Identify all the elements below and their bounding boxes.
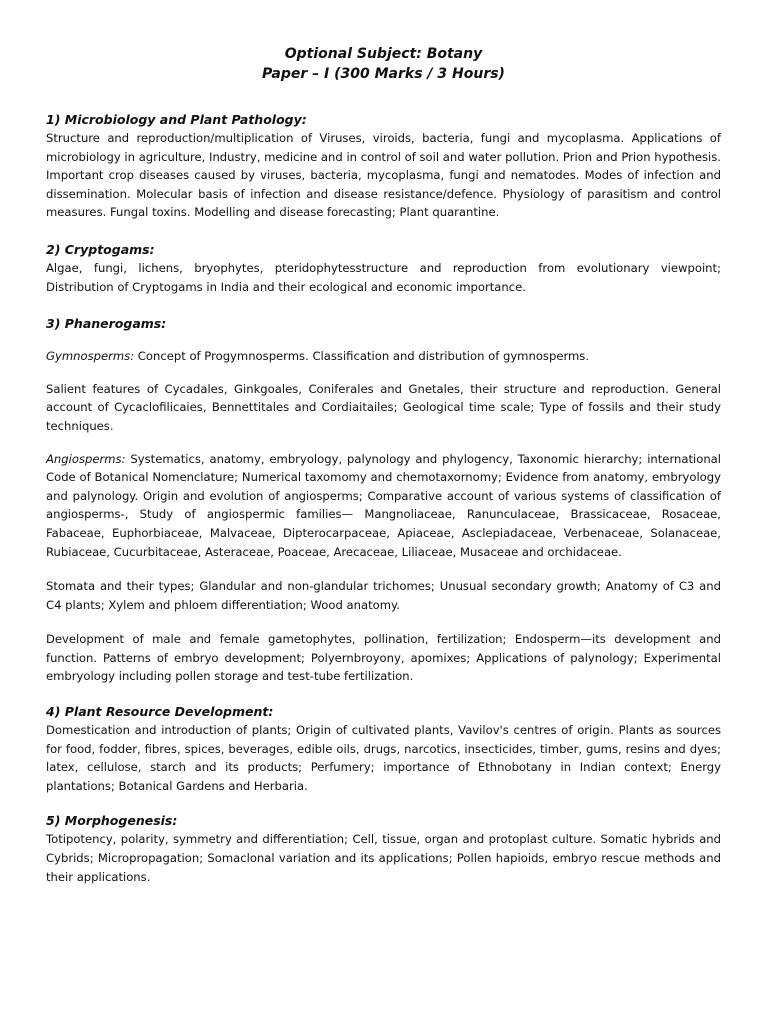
angiosperms-label: Angiosperms: [46, 451, 126, 466]
document-page [46, 44, 721, 886]
development-paragraph: Development of male and female gametophytes, pollination, fertilization; Endosperm—its development and function. Patterns of embryo development; Polyernbroyony, apomixes; Applications of palynology; Experimental embryology including pollen storage and test-tube fertilization. [46, 632, 721, 684]
section-text: Structure and reproduction/multiplication of Viruses, viroids, bacteria, fungi and mycoplasma. Applications of microbiology in agriculture, Industry, medicine and in control of soil and water pollution. Prion and Prion hypothesis. Important crop diseases caused by viruses, bacteria, mycoplasma, fungi and nematodes. Modes of infection and dissemination. Molecular basis of infection and disease resistance/defence. Physiology of parasitism and control measures. Fungal toxins. Modelling and disease forecasting; Plant quarantine. [46, 131, 721, 220]
document-title [46, 44, 721, 84]
section-plant-resource [46, 702, 721, 795]
section-heading: 4) Plant Resource Development: [46, 704, 274, 720]
section-phanerogams [46, 314, 721, 686]
section-cryptogams [46, 240, 721, 296]
section-morphogenesis [46, 811, 721, 886]
gymnosperms-text: Concept of Progymnosperms. Classification and distribution of gymnosperms. [134, 349, 590, 364]
section-text: Totipotency, polarity, symmetry and differentiation; Cell, tissue, organ and protoplast culture. Somatic hybrids and Cybrids; Micropropagation; Somaclonal variation and its applications; Pollen hapioids, embryo rescue methods and their applications. [46, 832, 721, 884]
section-text: Algae, fungi, lichens, bryophytes, pteridophytesstructure and reproduction from evolutionary viewpoint; Distribution of Cryptogams in India and their ecological and economic importance. [46, 260, 721, 294]
section-microbiology [46, 110, 721, 222]
section-heading: 2) Cryptogams: [46, 241, 155, 257]
salient-features-paragraph: Salient features of Cycadales, Ginkgoales, Coniferales and Gnetales, their structure and reproduction. General account of Cycaclofilicaies, Bennettitales and Cordiaitailes; Geological time scale; Type of fossils and their study techniques. [46, 381, 721, 433]
section-text: Domestication and introduction of plants; Origin of cultivated plants, Vavilov's centres of origin. Plants as sources for food, fodder, fibres, spices, beverages, edible oils, drugs, narcotics, insecticides, timber, gums, resins and dyes; latex, cellulose, starch and its products; Perfumery; importance of Ethnobotany in Indian context; Energy plantations; Botanical Gardens and Herbaria. [46, 723, 721, 793]
section-heading: 1) Microbiology and Plant Pathology: [46, 112, 307, 127]
angiosperms-paragraph [46, 450, 721, 562]
section-heading: 3) Phanerogams: [46, 316, 167, 332]
section-heading: 5) Morphogenesis: [46, 813, 178, 829]
gymnosperms-label: Gymnosperms: [46, 349, 135, 364]
title-line-2: Paper – I (300 Marks / 3 Hours) [262, 66, 505, 82]
gymnosperms-paragraph [46, 347, 721, 366]
stomata-paragraph: Stomata and their types; Glandular and non-glandular trichomes; Unusual secondary growth; Anatomy of C3 and C4 plants; Xylem and phloem differentiation; Wood anatomy. [46, 579, 721, 612]
title-line-1: Optional Subject: Botany [284, 46, 483, 62]
angiosperms-text: Systematics, anatomy, embryology, palynology and phylogency, Taxonomic hierarchy; international Code of Botanical Nomenclature; Numerical taxomomy and chemotaxornomy; Evidence from anatomy, embryology and palynology. Origin and evolution of angiosperms; Comparative account of various systems of classification of angiosperms-, Study of angiospermic families— Mangnoliaceae, Ranunculaceae, Brassicaceae, Rosaceae, Fabaceae, Euphorbiaceae, Malvaceae, Dipterocarpaceae, Apiaceae, Asclepiadaceae, Verbenaceae, Solanaceae, Rubiaceae, Cucurbitaceae, Asteraceae, Poaceae, Arecaceae, Liliaceae, Musaceae and orchidaceae. [46, 451, 721, 559]
